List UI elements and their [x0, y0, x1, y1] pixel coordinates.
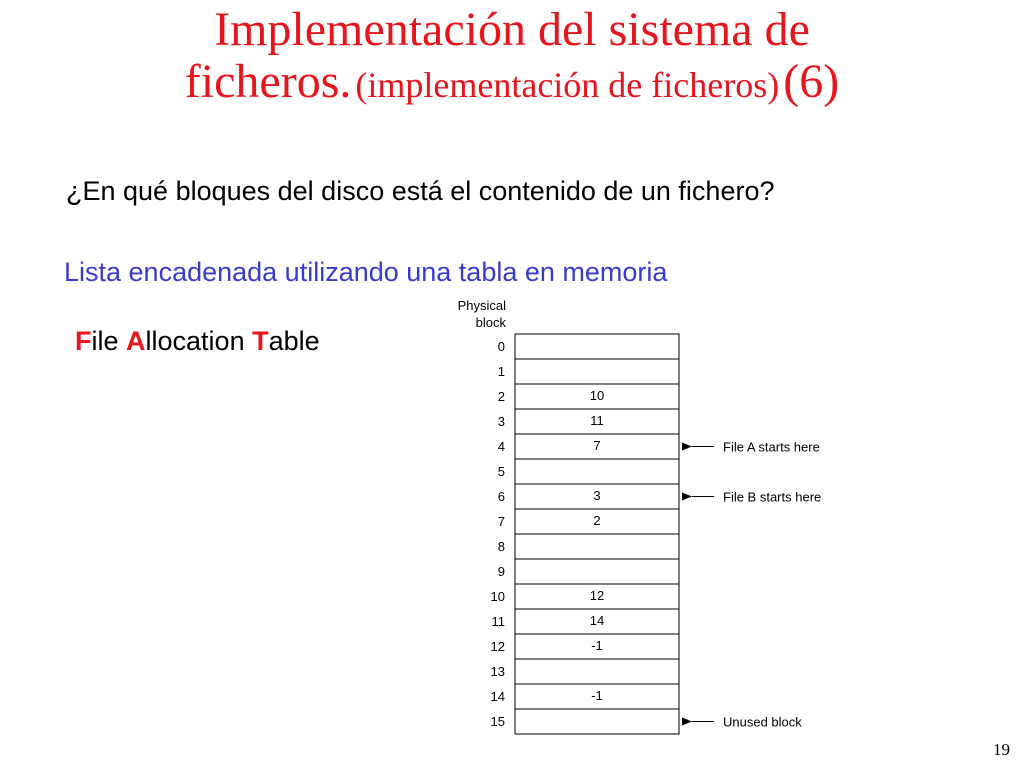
- cell-value: 7: [593, 438, 601, 453]
- fat-pointers: [692, 440, 821, 730]
- block-number-label: 4: [497, 439, 505, 454]
- title-line-1: Implementación del sistema de: [214, 3, 810, 56]
- cell-value: -1: [591, 688, 603, 703]
- pointer-label: File A starts here: [723, 439, 820, 455]
- cell-value: 2: [593, 513, 601, 528]
- table-cell: [515, 359, 679, 384]
- pointer-label: Unused block: [723, 714, 802, 730]
- block-number-label: 9: [497, 564, 505, 579]
- table-cell: [515, 659, 679, 684]
- fat-rest-f: ile: [91, 326, 119, 356]
- block-number-label: 6: [497, 489, 505, 504]
- header-physical: Physical: [457, 298, 506, 313]
- cell-value: 11: [590, 413, 604, 428]
- fat-initial-t: T: [252, 326, 269, 356]
- block-number-label: 13: [490, 664, 505, 679]
- block-number-label: 7: [497, 514, 505, 529]
- block-number-label: 15: [490, 714, 505, 729]
- block-number-label: 0: [497, 339, 505, 354]
- block-number-label: 1: [497, 364, 505, 379]
- cell-value: 10: [589, 388, 605, 403]
- page-number: 19: [993, 740, 1010, 759]
- block-number-label: 5: [497, 464, 505, 479]
- block-number-label: 8: [497, 539, 505, 554]
- cell-value: 14: [589, 613, 605, 628]
- table-cell: [515, 534, 679, 559]
- title-main-word: ficheros.: [184, 54, 352, 108]
- table-cell: [515, 334, 679, 359]
- block-number-label: 10: [490, 589, 505, 604]
- cell-value: 3: [593, 488, 601, 503]
- block-number-label: 11: [491, 614, 505, 629]
- block-number-label: 2: [497, 389, 505, 404]
- table-cell: [515, 459, 679, 484]
- table-cell: [515, 559, 679, 584]
- title-number: (6): [783, 54, 840, 108]
- fat-initial-f: F: [75, 326, 92, 356]
- title-parenthetical: (implementación de ficheros): [355, 64, 780, 105]
- fat-rows: [491, 334, 679, 734]
- fat-initial-a: A: [126, 326, 146, 356]
- fat-rest-t: able: [268, 326, 320, 356]
- question-text: ¿En qué bloques del disco está el contenido de un fichero?: [66, 176, 775, 206]
- cell-value: 12: [589, 588, 605, 603]
- pointer-label: File B starts here: [723, 489, 822, 505]
- block-number-label: 12: [490, 639, 505, 654]
- block-number-label: 14: [490, 689, 505, 704]
- block-number-label: 3: [497, 414, 505, 429]
- table-cell: [515, 709, 679, 734]
- cell-value: -1: [591, 638, 603, 653]
- fat-rest-a: llocation: [145, 326, 245, 356]
- header-block: block: [475, 315, 506, 330]
- subtitle-text: Lista encadenada utilizando una tabla en memoria: [64, 257, 668, 287]
